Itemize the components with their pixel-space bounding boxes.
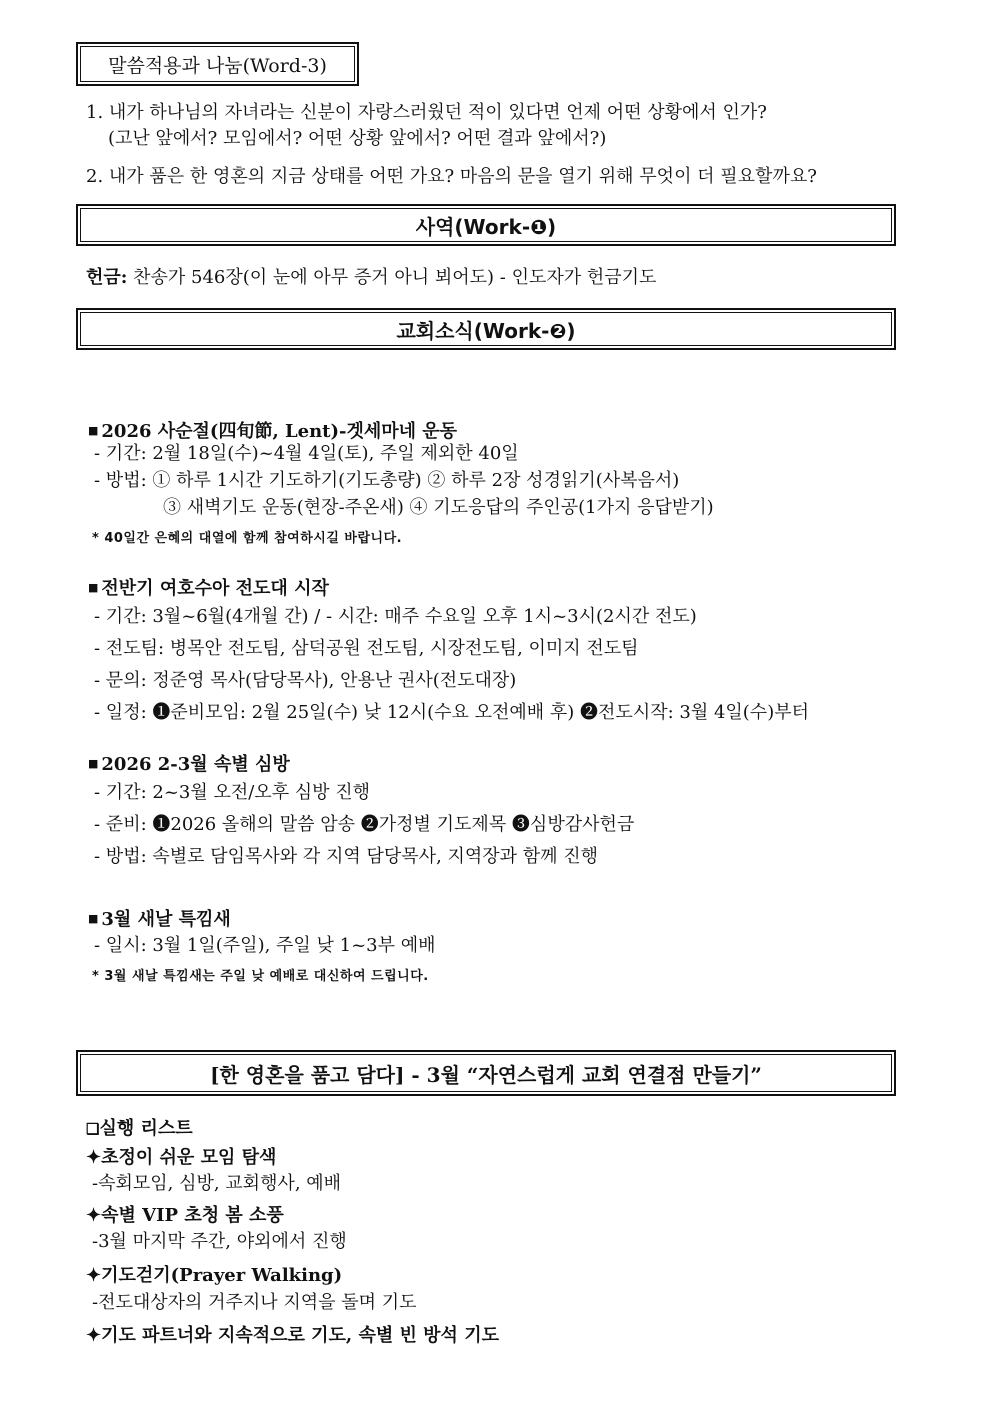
- visitation-heading-text: 2026 2-3월 속별 심방: [101, 754, 290, 775]
- star-icon: ✦: [86, 1205, 102, 1226]
- work2-section-title-box: [76, 308, 896, 350]
- visitation-prep: - 준비: ❶2026 올해의 말씀 암송 ❷가정별 기도제목 ❸심방감사헌금: [94, 814, 635, 835]
- dawn-note: * 3월 새날 특낌새는 주일 낮 예배로 대신하여 드립니다.: [92, 969, 429, 984]
- action-item-1-detail: -속회모임, 심방, 교회행사, 예배: [92, 1173, 342, 1194]
- action-item-2-title: 속별 VIP 초청 봄 소풍: [101, 1205, 284, 1226]
- offering-line: [86, 267, 656, 289]
- star-icon: ✦: [86, 1325, 102, 1346]
- dawn-heading-text: 3월 새날 특낌새: [101, 909, 231, 930]
- lent-method-1: - 방법: ① 하루 1시간 기도하기(기도총량) ② 하루 2장 성경읽기(사복음서): [94, 470, 680, 491]
- action-item-1: [86, 1143, 276, 1169]
- star-icon: ✦: [86, 1265, 102, 1286]
- lent-note: * 40일간 은혜의 대열에 함께 참여하시길 바랍니다.: [92, 531, 403, 546]
- action-item-2-detail: -3월 마지막 주간, 야외에서 진행: [92, 1231, 347, 1252]
- word-section-title: 말씀적용과 나눔(Word-3): [108, 54, 327, 77]
- square-bullet-icon: ■: [88, 581, 99, 594]
- lent-heading: [88, 417, 457, 443]
- square-bullet-icon: ■: [88, 424, 99, 437]
- offering-text: 찬송가 546장(이 눈에 아무 증거 아니 뵈어도) - 인도자가 헌금기도: [127, 267, 657, 288]
- visitation-method: - 방법: 속별로 담임목사와 각 지역 담당목사, 지역장과 함께 진행: [94, 846, 599, 867]
- star-icon: ✦: [86, 1147, 102, 1168]
- work1-section-title: 사역(Work-❶): [415, 214, 557, 239]
- evangelism-teams: - 전도팀: 병목안 전도팀, 삼덕공원 전도팀, 시장전도팀, 이미지 전도팀: [94, 638, 639, 659]
- soul-section-title-box: [76, 1050, 896, 1096]
- square-bullet-icon: ■: [88, 912, 99, 925]
- evangelism-heading-text: 전반기 여호수아 전도대 시작: [101, 578, 329, 599]
- lent-period: - 기간: 2월 18일(수)~4월 4일(토), 주일 제외한 40일: [94, 443, 519, 464]
- square-bullet-icon: ■: [88, 757, 99, 770]
- lent-method-2: ③ 새벽기도 운동(현장-주온새) ④ 기도응답의 주인공(1가지 응답받기): [163, 497, 714, 518]
- question-2: 2. 내가 품은 한 영혼의 지금 상태를 어떤 가요? 마음의 문을 열기 위해 무엇이 더 필요할까요?: [86, 166, 817, 187]
- question-1-line-2: (고난 앞에서? 모임에서? 어떤 상황 앞에서? 어떤 결과 앞에서?): [108, 128, 607, 149]
- action-list-heading: [86, 1114, 193, 1140]
- visitation-period: - 기간: 2~3월 오전/오후 심방 진행: [94, 782, 371, 803]
- action-item-3: [86, 1261, 342, 1287]
- action-item-3-detail: -전도대상자의 거주지나 지역을 돌며 기도: [92, 1292, 417, 1313]
- visitation-heading: [88, 750, 290, 776]
- word-section-title-box: [76, 42, 359, 86]
- dawn-heading: [88, 905, 231, 931]
- soul-section-title: [한 영혼을 품고 담다] - 3월 “자연스럽게 교회 연결점 만들기”: [210, 1062, 762, 1087]
- work2-section-title: 교회소식(Work-❷): [396, 318, 576, 343]
- checkbox-icon: ❑: [86, 1120, 100, 1138]
- offering-label: 헌금:: [86, 267, 128, 288]
- lent-heading-text: 2026 사순절(四旬節, Lent)-겟세마네 운동: [101, 421, 458, 442]
- dawn-time: - 일시: 3월 1일(주일), 주일 낮 1~3부 예배: [94, 935, 436, 956]
- action-item-2: [86, 1201, 284, 1227]
- evangelism-period: - 기간: 3월~6월(4개월 간) / - 시간: 매주 수요일 오후 1시~3시(2시간 전도): [94, 606, 697, 627]
- work1-section-title-box: [76, 204, 896, 246]
- action-item-4: [86, 1321, 499, 1347]
- action-item-3-title: 기도걷기(Prayer Walking): [101, 1265, 343, 1286]
- evangelism-heading: [88, 574, 329, 600]
- evangelism-schedule: - 일정: ❶준비모임: 2월 25일(수) 낮 12시(수요 오전예배 후) ❷전도시작: 3월 4일(수)부터: [94, 702, 809, 723]
- action-item-4-title: 기도 파트너와 지속적으로 기도, 속별 빈 방석 기도: [101, 1325, 499, 1346]
- evangelism-contact: - 문의: 정준영 목사(담당목사), 안용난 권사(전도대장): [94, 670, 517, 691]
- action-item-1-title: 초정이 쉬운 모임 탐색: [101, 1147, 277, 1168]
- action-list-heading-text: 실행 리스트: [99, 1118, 193, 1139]
- question-1-line-1: 1. 내가 하나님의 자녀라는 신분이 자랑스러웠던 적이 있다면 언제 어떤 상황에서 인가?: [86, 102, 767, 123]
